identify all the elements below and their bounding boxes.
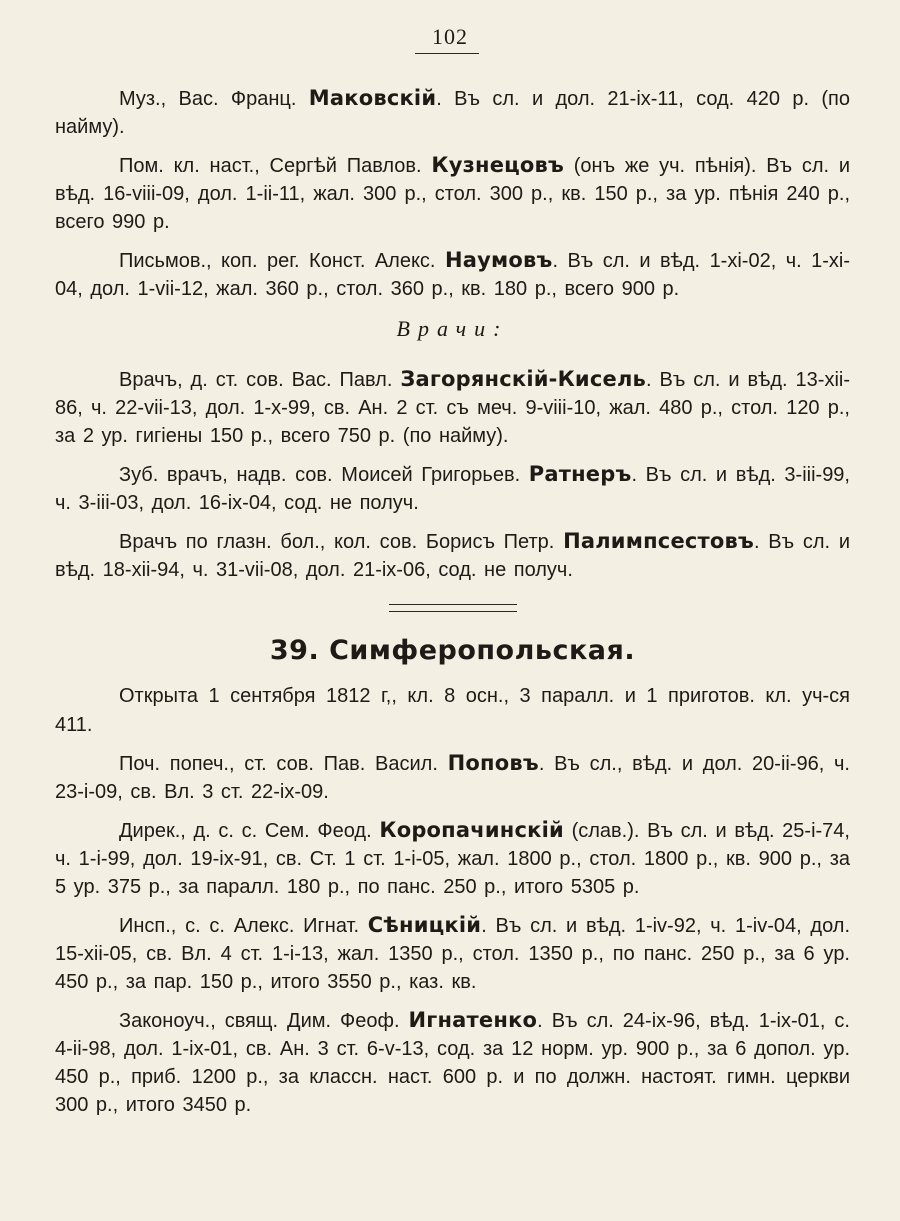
- person-surname: Кузнецовъ: [431, 153, 564, 177]
- page-number: 102: [432, 24, 468, 49]
- entry-details: . Въ сл., вѣд. и дол. 20-ii-96, ч. 23-i-09, св. Вл. 3 ст. 22-ix-09.: [55, 753, 850, 803]
- doctors-list: [55, 365, 850, 584]
- chapter-title: 39. Симферопольская.: [269, 635, 636, 666]
- entry-lead: Муз., Вас. Франц.: [119, 88, 309, 110]
- entry-paragraph: [55, 365, 850, 450]
- entry-lead: Зуб. врачъ, надв. сов. Моисей Григорьев.: [119, 464, 529, 486]
- entry-lead: Инсп., с. с. Алекс. Игнат.: [119, 915, 368, 937]
- entry-paragraph: [55, 84, 850, 141]
- gymnasium-staff-list: [55, 682, 850, 1119]
- entry-details: . Въ сл. и вѣд. 13-xii-86, ч. 22-vii-13, дол. 1-x-99, св. Ан. 2 ст. съ меч. 9-viii-10, жал. 480 р., стол. 120 р., за 2 ур. гигiены 150 р., всего 750 р. (по найму).: [55, 369, 850, 447]
- doctors-heading: Врачи:: [396, 316, 509, 341]
- entry-paragraph: [55, 911, 850, 996]
- section-divider: [389, 604, 517, 612]
- entry-lead: Открыта 1 сентября 1812 г,, кл. 8 осн., 3 паралл. и 1 приготов. кл. уч-ся 411.: [55, 685, 850, 736]
- entry-lead: Дирек., д. с. с. Сем. Феод.: [119, 820, 380, 842]
- entry-details: . Въ сл. и вѣд. 1-xi-02, ч. 1-xi-04, дол. 1-vii-12, жал. 360 р., стол. 360 р., кв. 180 р., всего 900 р.: [55, 250, 851, 300]
- entry-details: . Въ сл. и дол. 21-ix-11, сод. 420 р. (по найму).: [55, 88, 850, 138]
- entry-paragraph: [55, 460, 850, 517]
- entry-paragraph: [55, 682, 850, 739]
- entry-paragraph: [55, 1006, 850, 1119]
- entry-details: (онъ же уч. пѣнія). Въ сл. и вѣд. 16-viii-09, дол. 1-ii-11, жал. 300 р., стол. 300 р., кв. 150 р., за ур. пѣнія 240 р., всего 990 р.: [55, 155, 851, 233]
- person-surname: Палимпсестовъ: [563, 529, 755, 553]
- entry-paragraph: [55, 816, 850, 901]
- entry-lead: Поч. попеч., ст. сов. Пав. Васил.: [119, 753, 448, 775]
- entry-details: . Въ сл. 24-ix-96, вѣд. 1-ix-01, с. 4-ii-98, дол. 1-ix-01, св. Ан. 3 ст. 6-v-13, сод. за 12 норм. ур. 900 р., за 6 допол. ур. 450 р., приб. 1200 р., за классн. наст. 600 р. и по должн. настоят. гимн. церкви 300 р., итого 3450 р.: [55, 1010, 850, 1116]
- entry-details: (слав.). Въ сл. и вѣд. 25-i-74, ч. 1-i-99, дол. 19-ix-91, св. Ст. 1 ст. 1-i-05, жал. 1800 р., стол. 1800 р., кв. 900 р., за 5 ур. 375 р., за паралл. 180 р., по панс. 250 р., итого 5305 р.: [55, 820, 850, 898]
- entry-lead: Письмов., коп. рег. Конст. Алекс.: [119, 250, 445, 272]
- entry-lead: Врачъ, д. ст. сов. Вас. Павл.: [119, 369, 401, 391]
- person-surname: Ратнеръ: [528, 462, 632, 486]
- entry-paragraph: [55, 527, 850, 584]
- person-surname: Наумовъ: [444, 248, 553, 272]
- person-surname: Поповъ: [447, 751, 539, 775]
- staff-list: [55, 84, 850, 303]
- entry-details: . Въ сл. и вѣд. 1-iv-92, ч. 1-iv-04, дол. 15-xii-05, св. Вл. 4 ст. 1-i-13, жал. 1350 р., стол. 1350 р., по панс. 250 р., за 6 ур. 450 р., за пар. 150 р., итого 3550 р., каз. кв.: [55, 915, 851, 993]
- person-surname: Сѣницкій: [367, 913, 482, 937]
- entry-details: . Въ сл. и вѣд. 18-xii-94, ч. 31-vii-08, дол. 21-ix-06, сод. не получ.: [55, 531, 850, 581]
- entry-details: . Въ сл. и вѣд. 3-iii-99, ч. 3-iii-03, дол. 16-ix-04, сод. не получ.: [55, 464, 850, 514]
- entry-paragraph: [55, 749, 850, 806]
- entry-paragraph: [55, 151, 850, 236]
- entry-paragraph: [55, 246, 850, 303]
- page-number-rule: [415, 53, 479, 54]
- person-surname: Игнатенко: [408, 1008, 538, 1032]
- entry-lead: Пом. кл. наст., Сергѣй Павлов.: [119, 155, 432, 177]
- person-surname: Маковскій: [308, 86, 437, 110]
- person-surname: Загорянскій-Кисель: [400, 367, 647, 391]
- person-surname: Коропачинскій: [379, 818, 564, 842]
- entry-lead: Врачъ по глазн. бол., кол. сов. Борисъ Петр.: [119, 531, 564, 553]
- entry-lead: Законоуч., свящ. Дим. Феоф.: [119, 1010, 409, 1032]
- page-content: [55, 84, 850, 1129]
